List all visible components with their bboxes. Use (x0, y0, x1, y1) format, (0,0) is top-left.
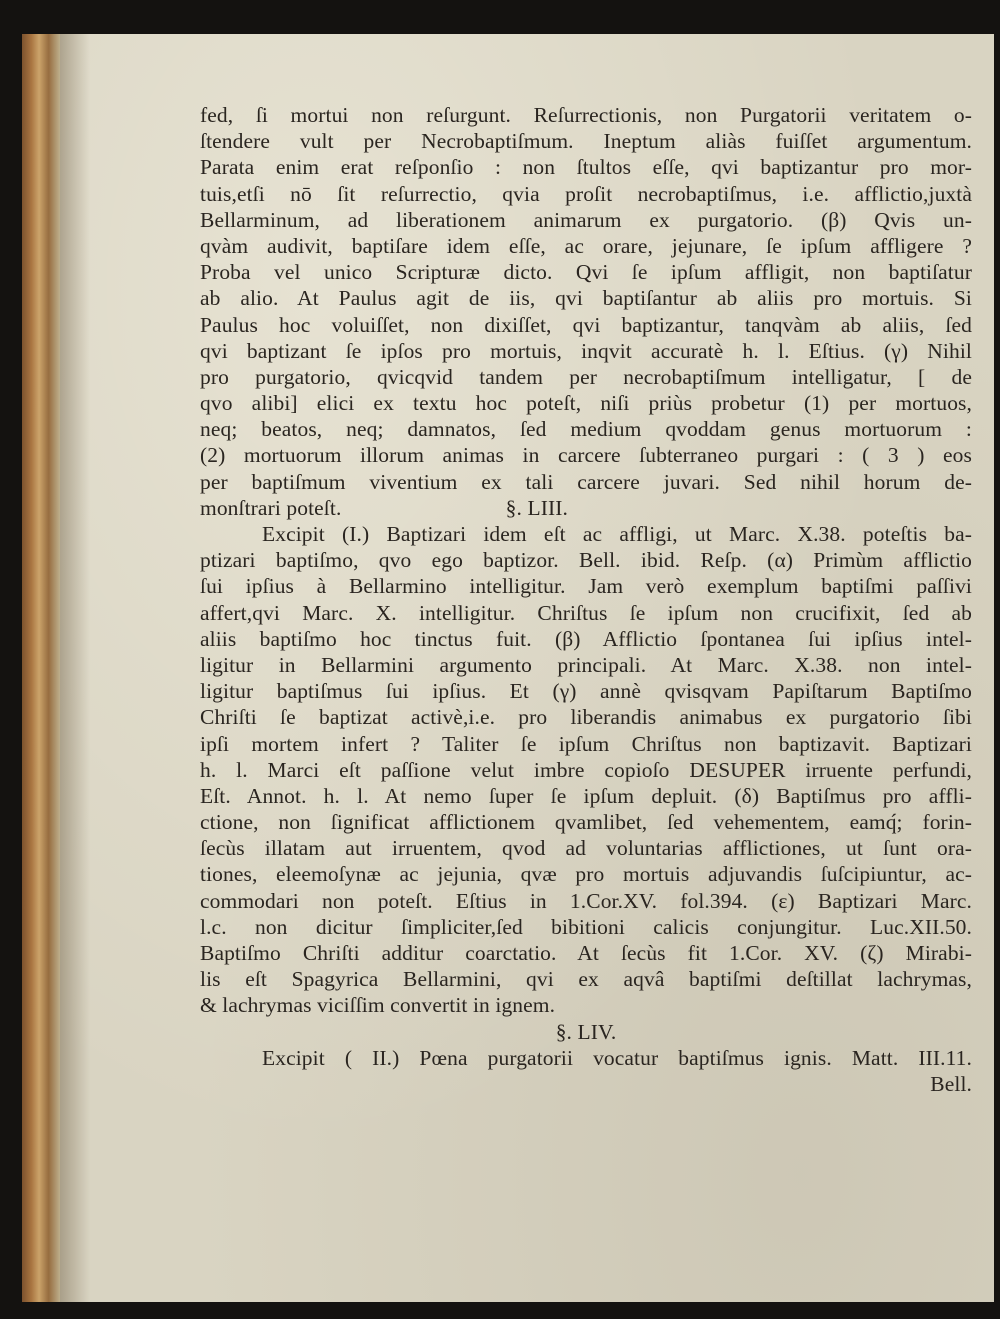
text-line: & lachrymas viciſſim convertit in ignem. (200, 993, 556, 1018)
text-line: Chriſti ſe baptizat activè,i.e. pro liberandis animabus ex purgatorio ſibi (200, 705, 972, 730)
text-line: l.c. non dicitur ſimpliciter,ſed bibitioni calicis conjungitur. Luc.XII.50. (200, 914, 972, 939)
text-line: ligitur in Bellarmini argumento principali. At Marc. X.38. non intel- (200, 652, 972, 677)
text-line: aliis baptiſmo hoc tinctus fuit. (β) Afflictio ſpontanea ſui ipſius intel- (200, 626, 972, 651)
catchword: Bell. (930, 1071, 972, 1096)
text-line: qvo alibi] elici ex textu hoc poteſt, niſi priùs probetur (1) per mortuos, (200, 391, 972, 416)
text-line: tuis,etſi nō ſit reſurrectio, qvia proſit necrobaptiſmus, i.e. afflictio,juxtà (200, 181, 972, 206)
text-line: Parata enim erat reſponſio : non ſtultos eſſe, qvi baptizantur pro mor- (200, 155, 972, 180)
text-line: ptizari baptiſmo, qvo ego baptizor. Bell. ibid. Reſp. (α) Primùm afflictio (200, 548, 972, 573)
text-line: ſtendere vult per Necrobaptiſmum. Ineptum aliàs fuiſſet argumentum. (200, 129, 972, 154)
text-line: fed, ſi mortui non reſurgunt. Reſurrectionis, non Purgatorii veritatem o- (200, 103, 972, 127)
text-line: ipſi mortem infert ? Taliter ſe ipſum Chriſtus non baptizavit. Baptizari (200, 731, 972, 756)
text-line: ctione, non ſignificat afflictionem qvamlibet, ſed vehementem, eamq́; forin- (200, 810, 972, 835)
text-line: Excipit ( II.) Pœna purgatorii vocatur baptiſmus ignis. Matt. III.11. (262, 1045, 972, 1070)
binding-shadow (60, 34, 90, 1302)
text-line: per baptiſmum viventium ex tali carcere juvari. Sed nihil horum de- (200, 469, 972, 494)
text-line: (2) mortuorum illorum animas in carcere ſubterraneo purgari : ( 3 ) eos (200, 443, 972, 468)
text-line: ſui ipſius à Bellarmino intelligitur. Jam verò exemplum baptiſmi paſſivi (200, 574, 972, 599)
book-page (22, 34, 994, 1302)
text-line: Bellarminum, ad liberationem animarum ex purgatorio. (β) Qvis un- (200, 207, 972, 232)
text-line: affert,qvi Marc. X. intelligitur. Chriſtus ſe ipſum non crucifixit, ſed ab (200, 600, 972, 625)
text-line: Baptiſmo Chriſti additur coarctatio. At ſecùs fit 1.Cor. XV. (ζ) Mirabi- (200, 941, 972, 965)
text-line: pro purgatorio, qvicqvid tandem per necrobaptiſmum intelligatur, [ de (200, 364, 972, 389)
text-line: ab alio. At Paulus agit de iis, qvi baptiſantur ab aliis pro mortuis. Si (200, 286, 972, 311)
text-line: h. l. Marci eſt paſſione velut imbre copioſo DESUPER irruente perfundi, (200, 757, 972, 782)
text-line: neq; beatos, neq; damnatos, ſed medium qvoddam genus mortuorum : (200, 417, 972, 442)
text-line: ſecùs illatam aut irruentem, qvod ad voluntarias afflictiones, ut ſunt ora- (200, 836, 972, 861)
text-line: qvi baptizant ſe ipſos pro mortuis, inqvit accuratè h. l. Eſtius. (γ) Nihil (200, 338, 972, 363)
text-line: Paulus hoc voluiſſet, non dixiſſet, qvi baptizantur, tanqvàm ab aliis, ſed (200, 312, 972, 337)
text-line: Excipit (I.) Baptizari idem eſt ac affligi, ut Marc. X.38. poteſtis ba- (262, 522, 972, 546)
section-heading: §. LIV. (555, 1019, 617, 1044)
text-line: Proba vel unico Scripturæ dicto. Qvi ſe ipſum affligit, non baptiſatur (200, 260, 972, 285)
text-line: ligitur baptiſmus ſui ipſius. Et (γ) annè qvisqvam Papiſtarum Baptiſmo (200, 679, 972, 704)
page-binding-edge (22, 34, 60, 1302)
text-line: qvàm audivit, baptiſare idem eſſe, ac orare, jejunare, ſe ipſum affligere ? (200, 233, 972, 258)
section-heading-line: monſtrari poteſt. §. LIII. (200, 495, 568, 520)
text-line: lis eſt Spagyrica Bellarmini, qvi ex aqvâ baptiſmi deſtillat lachrymas, (200, 967, 972, 992)
text-line: Eſt. Annot. h. l. At nemo ſuper ſe ipſum depluit. (δ) Baptiſmus pro affli- (200, 783, 972, 808)
text-line: tiones, eleemoſynæ ac jejunia, qvæ pro mortuis adjuvandis ſuſcipiuntur, ac- (200, 862, 972, 887)
page-text-block (200, 102, 972, 1097)
text-line: commodari non poteſt. Eſtius in 1.Cor.XV. fol.394. (ε) Baptizari Marc. (200, 888, 972, 913)
